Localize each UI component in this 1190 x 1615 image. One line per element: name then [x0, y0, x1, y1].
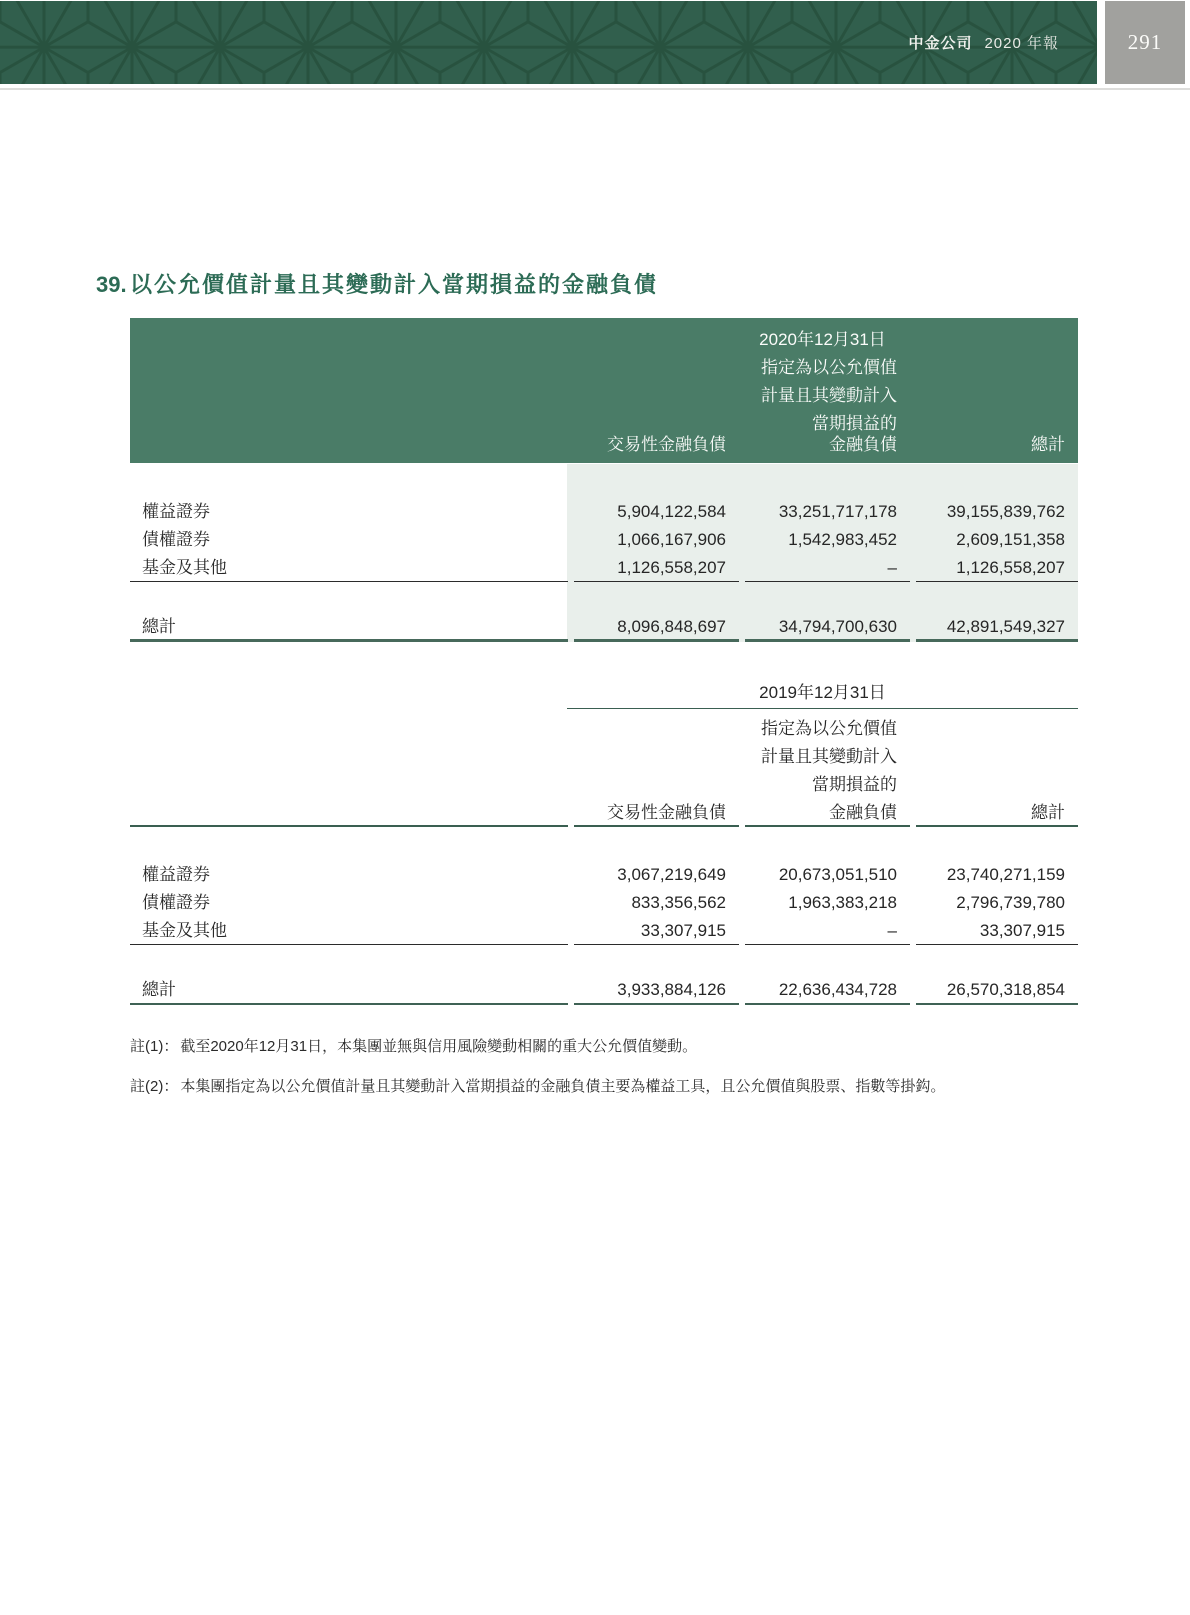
column-header-trading-2019: 交易性金融負債 [574, 799, 739, 827]
column-header-designated-2020: 金融負債 [829, 435, 897, 454]
table-2020-header [130, 318, 1078, 463]
footnote-2 [130, 1076, 1078, 1098]
table-row-funds-2019 [130, 917, 1078, 945]
spacer-row [130, 582, 1078, 612]
cell-designated: – [745, 554, 910, 582]
page-number-box [1105, 1, 1185, 84]
cell-total: 2,796,739,780 [956, 893, 1065, 912]
cell-designated: 34,794,700,630 [745, 612, 910, 642]
table-row-funds-2020 [130, 554, 1078, 582]
row-label: 總計 [130, 975, 568, 1005]
cell-total: 39,155,839,762 [946, 502, 1065, 521]
footnote-text: 本集團指定為以公允價值計量且其變動計入當期損益的金融負債主要為權益工具，且公允價值與股票、指數等掛鈎。 [180, 1078, 946, 1095]
main-content [96, 272, 1078, 1098]
section-heading-text: 以公允價值計量且其變動計入當期損益的金融負債 [130, 272, 659, 297]
header-banner [0, 1, 1097, 84]
table-2019-column-headers [130, 799, 1078, 827]
footnote-label: 註(2)： [130, 1078, 179, 1095]
cell-trading: 1,126,558,207 [574, 554, 739, 582]
row-label: 總計 [130, 612, 568, 642]
row-label: 債權證券 [142, 530, 210, 549]
total-row-2020 [130, 612, 1078, 642]
cell-total: 2,609,151,358 [956, 530, 1065, 549]
row-label: 債權證券 [142, 893, 210, 912]
caption-line: 計量且其變動計入 [761, 386, 897, 405]
table-2019-date-row [130, 682, 1078, 709]
page-number: 291 [1127, 30, 1163, 54]
date-2020: 2020年12月31日 [759, 330, 886, 349]
empty-cell [130, 799, 568, 827]
footnotes [130, 1036, 1078, 1098]
column-header-trading-2020: 交易性金融負債 [607, 435, 726, 454]
cell-trading: 1,066,167,906 [617, 530, 726, 549]
row-label: 基金及其他 [130, 554, 568, 582]
cell-trading: 33,307,915 [574, 917, 739, 945]
page-header [0, 0, 1190, 84]
table-2020-body [130, 464, 1078, 642]
cell-total: 33,307,915 [916, 917, 1078, 945]
cell-total: 26,570,318,854 [916, 975, 1078, 1005]
company-name: 中金公司 [908, 35, 973, 52]
cell-designated: 20,673,051,510 [778, 865, 897, 884]
row-label: 基金及其他 [130, 917, 568, 945]
footnote-text: 截至2020年12月31日，本集團並無與信用風險變動相關的重大公允價值變動。 [180, 1038, 698, 1055]
caption-line: 當期損益的 [812, 414, 897, 433]
spacer-row [130, 827, 1078, 861]
date-2019: 2019年12月31日 [567, 682, 1078, 709]
caption-line: 指定為以公允價值 [761, 358, 897, 377]
cell-total: 23,740,271,159 [946, 865, 1065, 884]
cell-total: 1,126,558,207 [916, 554, 1078, 582]
cell-trading: 3,067,219,649 [617, 865, 726, 884]
table-2019 [130, 682, 1078, 1005]
column-header-total-2019: 總計 [916, 799, 1078, 827]
footnote-label: 註(1)： [130, 1038, 179, 1055]
table-2020 [130, 318, 1078, 642]
caption-line: 當期損益的 [812, 775, 897, 794]
column-header-total-2020: 總計 [1031, 435, 1065, 454]
cell-designated: 1,963,383,218 [788, 893, 897, 912]
designated-column-caption-2020 [761, 354, 897, 438]
section-number: 39. [96, 272, 127, 297]
total-row-2019 [130, 975, 1078, 1005]
cell-designated: 1,542,983,452 [788, 530, 897, 549]
designated-column-caption-2019 [130, 709, 1078, 799]
banner-text [908, 1, 1059, 84]
table-row-equity-2020 [130, 498, 1078, 526]
header-divider [0, 88, 1190, 90]
cell-designated: 22,636,434,728 [745, 975, 910, 1005]
column-header-designated-2019: 金融負債 [745, 799, 910, 827]
cell-total: 42,891,549,327 [916, 612, 1078, 642]
cell-designated: 33,251,717,178 [778, 502, 897, 521]
footnote-1 [130, 1036, 1078, 1058]
table-row-debt-2020 [130, 526, 1078, 554]
cell-trading: 5,904,122,584 [617, 502, 726, 521]
cell-trading: 8,096,848,697 [574, 612, 739, 642]
row-label: 權益證券 [142, 502, 210, 521]
caption-line: 計量且其變動計入 [761, 747, 897, 766]
cell-trading: 833,356,562 [631, 893, 726, 912]
caption-lines [745, 709, 910, 799]
row-label: 權益證券 [142, 865, 210, 884]
spacer-row [130, 464, 1078, 498]
cell-designated: – [745, 917, 910, 945]
cell-trading: 3,933,884,126 [574, 975, 739, 1005]
report-year-label: 2020 年報 [984, 35, 1059, 52]
table-row-equity-2019 [130, 861, 1078, 889]
spacer-row [130, 945, 1078, 975]
section-title [96, 272, 1078, 298]
table-row-debt-2019 [130, 889, 1078, 917]
caption-line: 指定為以公允價值 [761, 719, 897, 738]
